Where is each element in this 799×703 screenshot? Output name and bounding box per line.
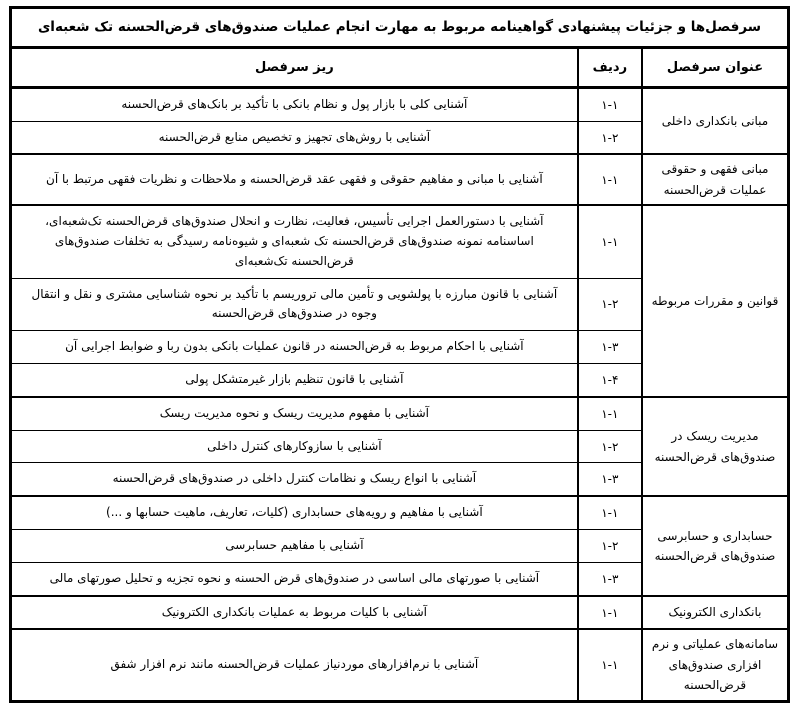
row-number: ۱-۱ xyxy=(578,205,642,278)
row-detail: آشنایی با مفهوم مدیریت ریسک و نحوه مدیریت ریسک xyxy=(11,397,578,430)
row-number: ۱-۱ xyxy=(578,154,642,205)
group-heading: بانکداری الکترونیک xyxy=(642,596,789,630)
row-number: ۱-۴ xyxy=(578,364,642,397)
row-detail: آشنایی با کلیات مربوط به عملیات بانکداری الکترونیک xyxy=(11,596,578,630)
group-heading: مبانی فقهی و حقوقی عملیات قرض‌الحسنه xyxy=(642,154,789,205)
row-number: ۱-۱ xyxy=(578,629,642,701)
row-number: ۱-۱ xyxy=(578,397,642,430)
row-number: ۱-۱ xyxy=(578,496,642,529)
curriculum-table xyxy=(9,6,790,703)
table-row xyxy=(11,397,789,430)
table-row xyxy=(11,496,789,529)
row-detail: آشنایی با قانون تنظیم بازار غیرمتشکل پولی xyxy=(11,364,578,397)
row-number: ۱-۳ xyxy=(578,331,642,364)
column-header-subtopic: ریز سرفصل xyxy=(11,47,578,87)
row-detail: آشنایی با نرم‌افزارهای موردنیاز عملیات قرض‌الحسنه مانند نرم افزار شفق xyxy=(11,629,578,701)
row-number: ۱-۲ xyxy=(578,278,642,331)
row-detail: آشنایی با دستورالعمل اجرایی تأسیس، فعالیت، نظارت و انحلال صندوق‌های قرض‌الحسنه تک‌شعبه‌ای، اساسنامه نمونه صندوق‌های قرض‌الحسنه تک شعبه‌ای و شیوه‌نامه رسیدگی به تخلفات صندوق‌های قرض‌الحسنه تک‌شعبه‌ای xyxy=(11,205,578,278)
group-heading: مبانی بانکداری داخلی xyxy=(642,87,789,154)
title-row xyxy=(11,8,789,48)
row-number: ۱-۱ xyxy=(578,596,642,630)
row-detail: آشنایی با قانون مبارزه با پولشویی و تأمین مالی تروریسم با تأکید بر نحوه شناسایی مشتری و نقل و انتقال وجوه در صندوق‌های قرض‌الحسنه xyxy=(11,278,578,331)
row-detail: آشنایی با روش‌های تجهیز و تخصیص منابع قرض‌الحسنه xyxy=(11,121,578,154)
table-row xyxy=(11,629,789,701)
table-body xyxy=(11,87,789,701)
row-detail: آشنایی کلی با بازار پول و نظام بانکی با تأکید بر بانک‌های قرض‌الحسنه xyxy=(11,87,578,121)
column-header-row-number: ردیف xyxy=(578,47,642,87)
row-detail: آشنایی با سازوکارهای کنترل داخلی xyxy=(11,430,578,463)
row-number: ۱-۲ xyxy=(578,430,642,463)
row-detail: آشنایی با انواع ریسک و نظامات کنترل داخلی در صندوق‌های قرض‌الحسنه xyxy=(11,463,578,496)
group-heading: مدیریت ریسک در صندوق‌های قرض‌الحسنه xyxy=(642,397,789,496)
row-detail: آشنایی با مبانی و مفاهیم حقوقی و فقهی عقد قرض‌الحسنه و ملاحظات و نظریات فقهی مرتبط با آن xyxy=(11,154,578,205)
table-title: سرفصل‌ها و جزئیات پیشنهادی گواهینامه مربوط به مهارت انجام عملیات صندوق‌های قرض‌الحسنه تک شعبه‌ای xyxy=(11,8,789,48)
row-number: ۱-۳ xyxy=(578,463,642,496)
column-header-row xyxy=(11,47,789,87)
table-row xyxy=(11,87,789,121)
row-number: ۱-۲ xyxy=(578,121,642,154)
row-detail: آشنایی با صورتهای مالی اساسی در صندوق‌های قرض الحسنه و نحوه تجزیه و تحلیل صورتهای مالی xyxy=(11,562,578,595)
column-header-section-title: عنوان سرفصل xyxy=(642,47,789,87)
group-heading: سامانه‌های عملیاتی و نرم افزاری صندوق‌های قرض‌الحسنه xyxy=(642,629,789,701)
group-heading: حسابداری و حسابرسی صندوق‌های قرض‌الحسنه xyxy=(642,496,789,595)
row-number: ۱-۳ xyxy=(578,562,642,595)
table-row xyxy=(11,154,789,205)
row-detail: آشنایی با مفاهیم و رویه‌های حسابداری (کلیات، تعاریف، ماهیت حسابها و ...) xyxy=(11,496,578,529)
table-row xyxy=(11,205,789,278)
row-detail: آشنایی با احکام مربوط به قرض‌الحسنه در قانون عملیات بانکی بدون ربا و ضوابط اجرایی آن xyxy=(11,331,578,364)
group-heading: قوانین و مقررات مربوطه xyxy=(642,205,789,397)
row-number: ۱-۱ xyxy=(578,87,642,121)
row-detail: آشنایی با مفاهیم حسابرسی xyxy=(11,530,578,563)
table-row xyxy=(11,596,789,630)
row-number: ۱-۲ xyxy=(578,530,642,563)
